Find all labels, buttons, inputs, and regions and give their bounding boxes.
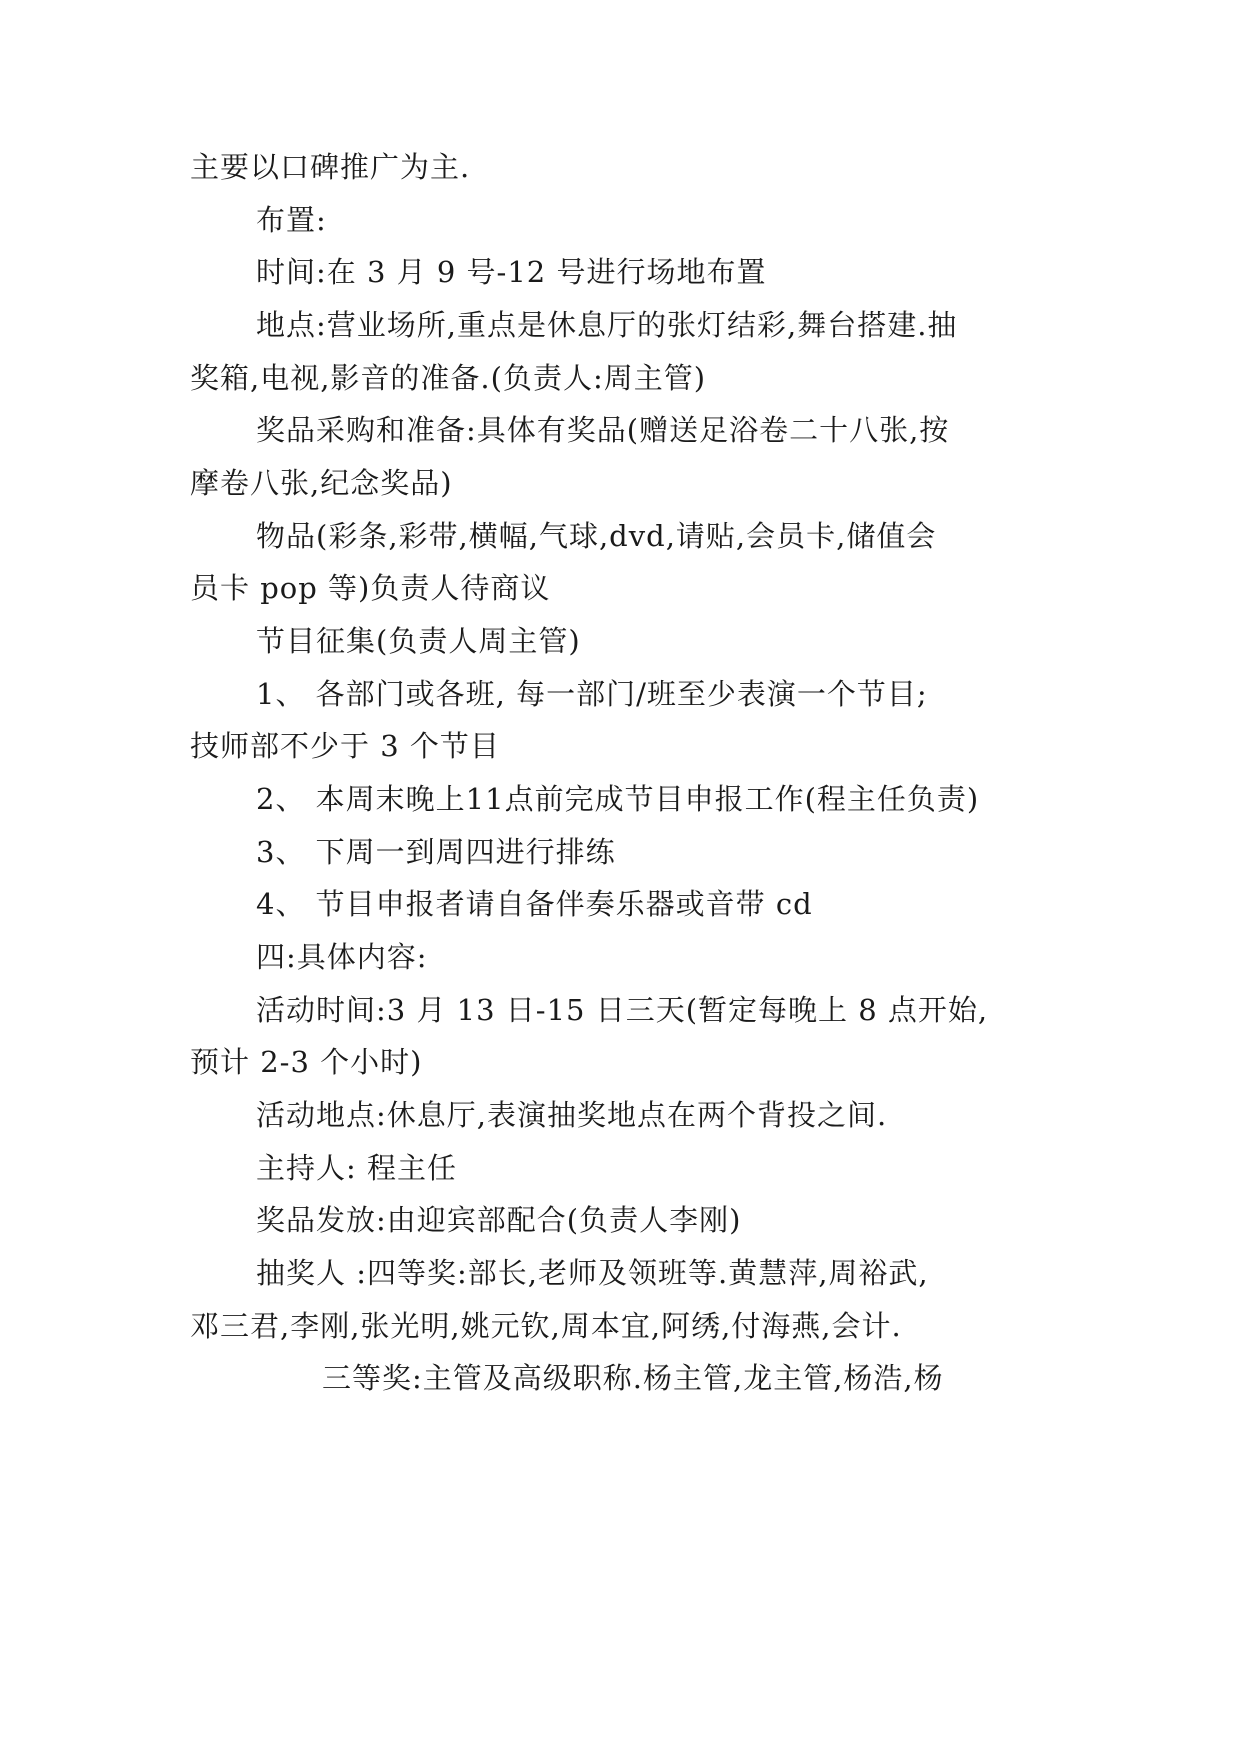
- text-line: 预计 2-3 个小时): [190, 1045, 423, 1079]
- text-line: 2、 本周末晚上11点前完成节目申报工作(程主任负责): [256, 782, 980, 816]
- text-line: 1、 各部门或各班, 每一部门/班至少表演一个节目;: [256, 677, 928, 711]
- text-line: 活动地点:休息厅,表演抽奖地点在两个背投之间.: [256, 1098, 888, 1132]
- text-line: 技师部不少于 3 个节目: [190, 729, 500, 763]
- text-line: 节目征集(负责人周主管): [256, 624, 581, 658]
- text-line: 主要以口碑推广为主.: [190, 150, 471, 184]
- text-line: 三等奖:主管及高级职称.杨主管,龙主管,杨浩,杨: [322, 1361, 944, 1395]
- text-line: 布置:: [256, 203, 327, 237]
- text-line: 员卡 pop 等)负责人待商议: [190, 571, 551, 605]
- text-line: 主持人: 程主任: [256, 1151, 457, 1185]
- text-line: 抽奖人 :四等奖:部长,老师及领班等.黄慧萍,周裕武,: [256, 1256, 929, 1290]
- text-line: 4、 节目申报者请自备伴奏乐器或音带 cd: [256, 887, 813, 921]
- text-line: 邓三君,李刚,张光明,姚元钦,周本宜,阿绣,付海燕,会计.: [190, 1309, 902, 1343]
- text-line: 四:具体内容:: [256, 940, 428, 974]
- text-line: 活动时间:3 月 13 日-15 日三天(暂定每晚上 8 点开始,: [256, 993, 989, 1027]
- text-line: 物品(彩条,彩带,横幅,气球,dvd,请贴,会员卡,储值会: [256, 519, 937, 553]
- text-line: 地点:营业场所,重点是休息厅的张灯结彩,舞台搭建.抽: [256, 308, 958, 342]
- text-line: 奖品发放:由迎宾部配合(负责人李刚): [256, 1203, 742, 1237]
- text-line: 奖箱,电视,影音的准备.(负责人:周主管): [190, 361, 707, 395]
- text-line: 3、 下周一到周四进行排练: [256, 835, 616, 869]
- text-line: 时间:在 3 月 9 号-12 号进行场地布置: [256, 255, 767, 289]
- text-line: 奖品采购和准备:具体有奖品(赠送足浴卷二十八张,按: [256, 413, 950, 447]
- text-line: 摩卷八张,纪念奖品): [190, 466, 453, 500]
